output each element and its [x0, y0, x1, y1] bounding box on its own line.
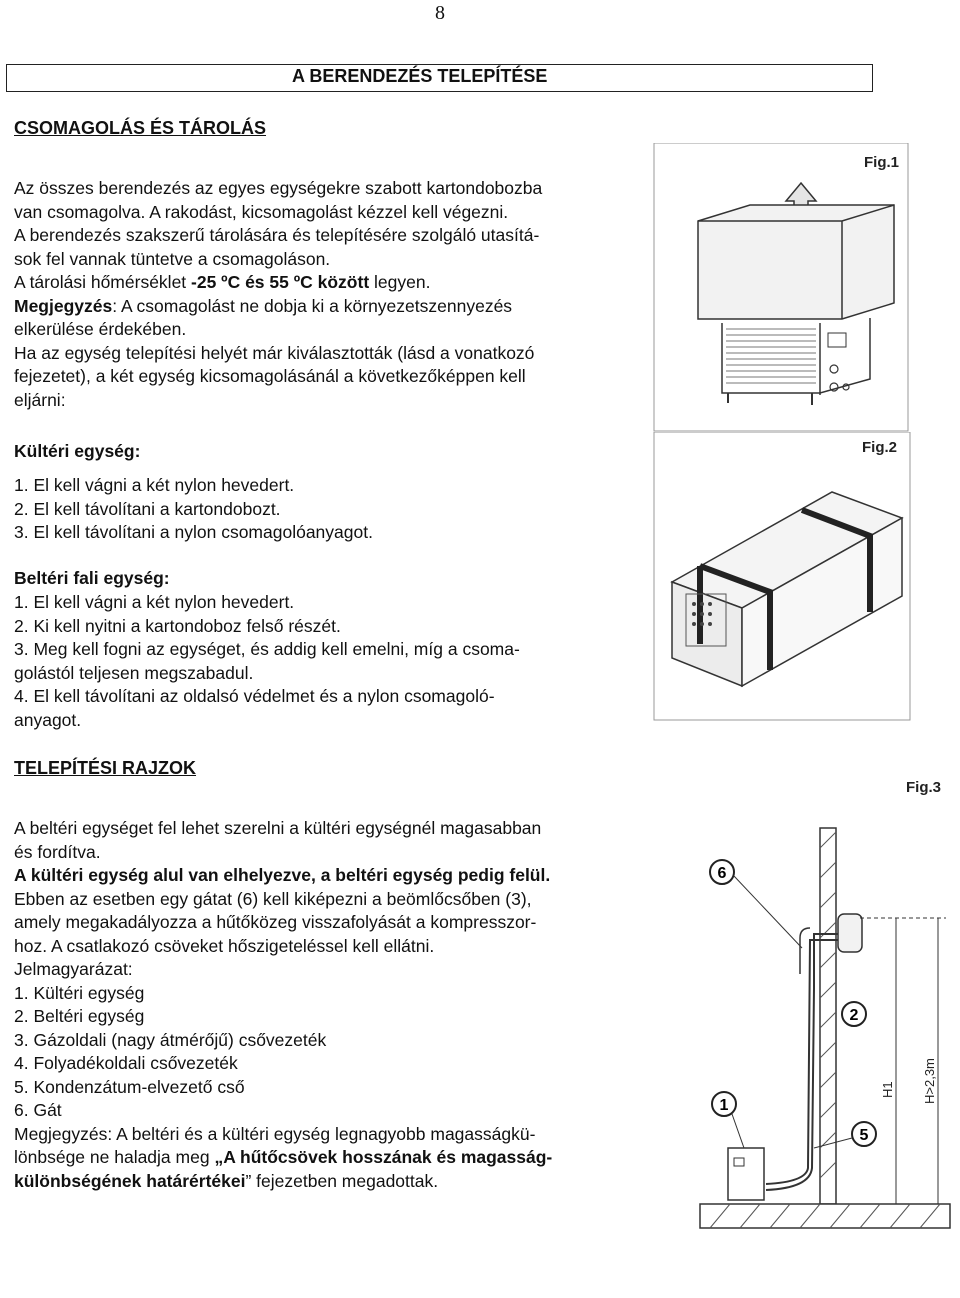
- text-line: különbségének határértékei” fejezetben megadottak.: [14, 1170, 439, 1191]
- text-line: fejezetet), a két egység kicsomagolásánál a következőképpen kell: [14, 366, 526, 386]
- step-item: 1. El kell vágni a két nylon hevedert.: [14, 475, 295, 495]
- outdoor-unit-steps: [14, 474, 373, 545]
- svg-text:6: 6: [717, 865, 727, 882]
- text-line: eljárni:: [14, 389, 66, 410]
- indoor-unit-steps: [14, 591, 520, 732]
- text-line: amely megakadályozza a hűtőközeg visszafolyását a kompresszor-: [14, 912, 537, 932]
- step-item: 1. El kell vágni a két nylon hevedert.: [14, 592, 295, 612]
- svg-text:2: 2: [849, 1007, 859, 1024]
- step-item: 2. Ki kell nyitni a kartondoboz felső részét.: [14, 615, 341, 636]
- figure-2-packaged-unit: [652, 432, 914, 724]
- fig1-label: Fig.1: [864, 154, 900, 171]
- legend-item: 5. Kondenzátum-elvezető cső: [14, 1076, 245, 1097]
- legend-item: 4. Folyadékoldali csővezeték: [14, 1053, 238, 1073]
- text-line: sok fel vannak tüntetve a csomagoláson.: [14, 248, 331, 269]
- outdoor-unit-heading: Kültéri egység:: [14, 441, 141, 461]
- height-label: H>2,3m: [922, 1058, 937, 1104]
- text-line: Az összes berendezés az egyes egységekre szabott kartondobozba: [14, 178, 543, 198]
- legend-item: 2. Beltéri egység: [14, 1006, 145, 1026]
- legend-item: 1. Kültéri egység: [14, 982, 145, 1003]
- chapter-reference: különbségének határértékei: [14, 1170, 246, 1191]
- outdoor-unit: [728, 1148, 764, 1200]
- drawings-paragraph: [14, 817, 552, 1193]
- fig2-label: Fig.2: [862, 439, 898, 456]
- text-line: elkerülése érdekében.: [14, 319, 187, 339]
- indoor-unit: [838, 914, 862, 952]
- storage-temperature-line: A tárolási hőmérséklet -25 ºC és 55 ºC között legyen.: [14, 272, 431, 292]
- fig3-label: Fig.3: [906, 779, 942, 796]
- note-label: Megjegyzés: [14, 295, 113, 316]
- wall: [820, 828, 836, 1204]
- packaging-heading: CSOMAGOLÁS ÉS TÁROLÁS: [14, 118, 267, 138]
- step-item: 2. El kell távolítani a kartondobozt.: [14, 498, 281, 519]
- bold-statement: A kültéri egység alul van elhelyezve, a beltéri egység pedig felül.: [14, 865, 551, 885]
- svg-text:1: 1: [719, 1097, 729, 1114]
- indoor-unit-heading: Beltéri fali egység:: [14, 568, 170, 588]
- step-item: golástól teljesen megszabadul.: [14, 662, 254, 683]
- legend-item: 3. Gázoldali (nagy átmérőjű) csővezeték: [14, 1029, 327, 1050]
- text-line: Ebben az esetben egy gátat (6) kell kiképezni a beömlőcsőben (3),: [14, 888, 532, 909]
- step-item: 4. El kell távolítani az oldalsó védelmet és a nylon csomagoló-: [14, 686, 495, 706]
- text-line: és fordítva.: [14, 841, 101, 862]
- text-line: van csomagolva. A rakodást, kicsomagolást kézzel kell végezni.: [14, 201, 509, 222]
- trap-loop: [800, 928, 810, 974]
- text-line: lönbsége ne haladja meg „A hűtőcsövek hosszának és magasság-: [14, 1147, 553, 1167]
- floor: [700, 1204, 950, 1228]
- packaging-box: [698, 205, 894, 319]
- figure-1-outdoor-unit: [650, 143, 912, 433]
- text-line: A beltéri egységet fel lehet szerelni a kültéri egységnél magasabban: [14, 818, 542, 838]
- svg-text:5: 5: [859, 1127, 869, 1144]
- legend-item: 6. Gát: [14, 1100, 62, 1120]
- h1-label: H1: [880, 1081, 895, 1098]
- step-item: 3. El kell távolítani a nylon csomagolóanyagot.: [14, 522, 373, 542]
- legend-heading: Jelmagyarázat:: [14, 959, 133, 979]
- chapter-reference: „A hűtőcsövek hosszának és magasság-: [214, 1147, 553, 1167]
- page-number: 8: [435, 2, 445, 24]
- step-item: anyagot.: [14, 709, 82, 730]
- note-line: Megjegyzés: A csomagolást ne dobja ki a környezetszennyezés: [14, 295, 513, 316]
- text-line: Ha az egység telepítési helyét már kiválasztották (lásd a vonatkozó: [14, 342, 535, 363]
- text-line: hoz. A csatlakozó csöveket hőszigeteléssel kell ellátni.: [14, 935, 435, 956]
- storage-temperature-range: -25 ºC és 55 ºC között: [191, 272, 370, 292]
- text-line: A berendezés szakszerű tárolására és telepítésére szolgáló utasítá-: [14, 225, 540, 245]
- drawings-heading: TELEPÍTÉSI RAJZOK: [14, 758, 197, 778]
- packaging-paragraph: [14, 177, 542, 412]
- figure-3-installation-drawing: [670, 768, 955, 1258]
- text-line: Megjegyzés: A beltéri és a kültéri egység legnagyobb magasságkü-: [14, 1123, 536, 1144]
- section-title: A BERENDEZÉS TELEPÍTÉSE: [292, 66, 548, 86]
- step-item: 3. Meg kell fogni az egységet, és addig kell emelni, míg a csoma-: [14, 639, 520, 659]
